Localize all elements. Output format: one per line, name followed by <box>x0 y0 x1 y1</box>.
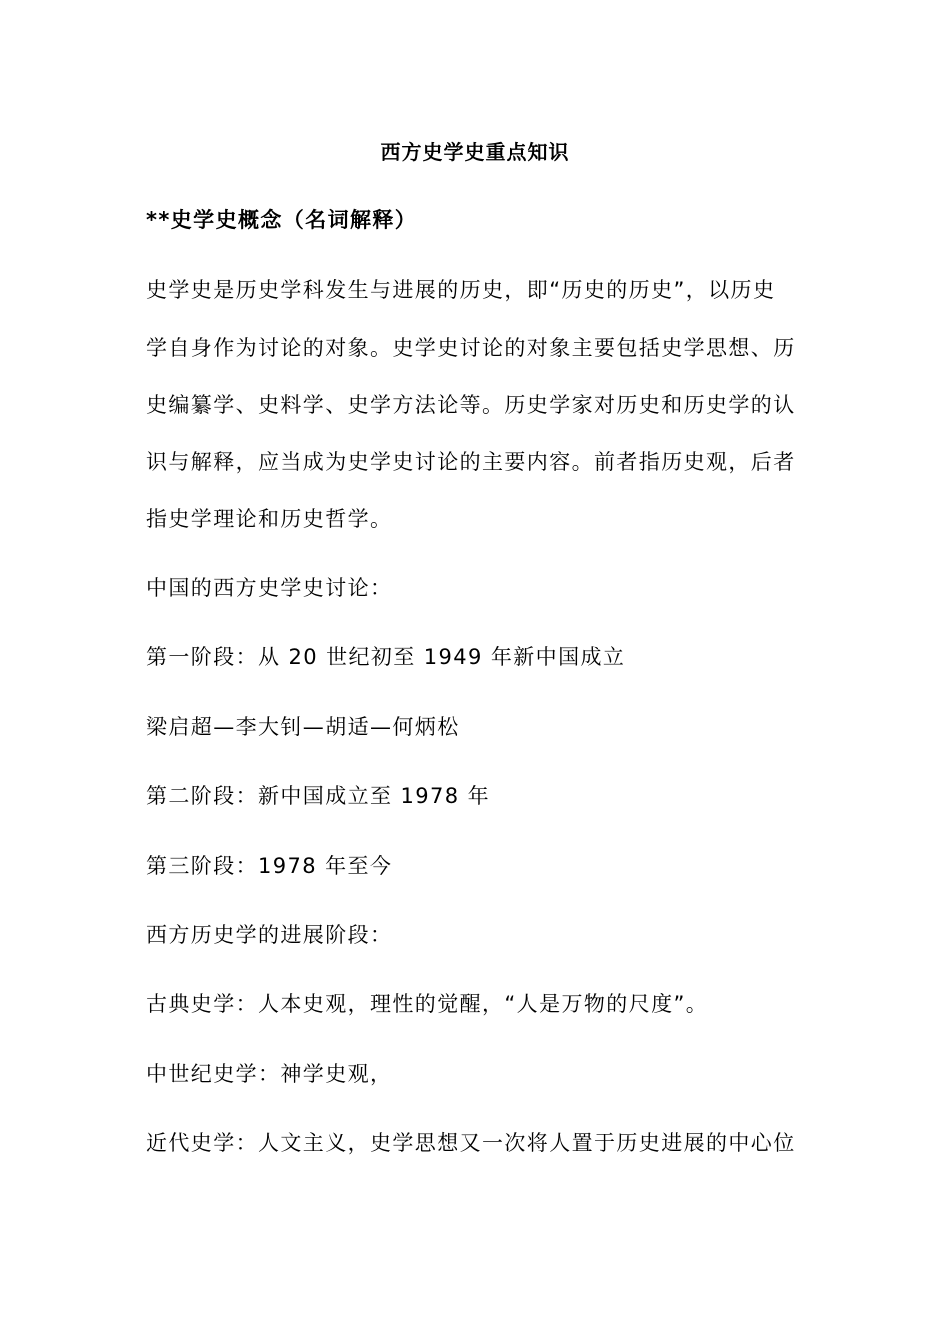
section-heading: **史学史概念（名词解释） <box>146 208 418 232</box>
china-study-heading: 中国的西方史学史讨论： <box>146 576 393 600</box>
paragraph-line: 识与解释，应当成为史学史讨论的主要内容。前者指历史观，后者 <box>146 450 796 474</box>
stage-two-line: 第二阶段：新中国成立至 1978 年 <box>146 784 490 808</box>
scholars-line: 梁启超—李大钊—胡适—何炳松 <box>146 715 460 739</box>
paragraph-line: 史学史是历史学科发生与进展的历史，即“历史的历史”，以历史 <box>146 278 776 302</box>
stage-one-line: 第一阶段：从 20 世纪初至 1949 年新中国成立 <box>146 645 626 669</box>
document-title: 西方史学史重点知识 <box>380 140 570 164</box>
medieval-line: 中世纪史学：神学史观， <box>146 1062 393 1086</box>
stage-three-line: 第三阶段：1978 年至今 <box>146 854 393 878</box>
western-stages-heading: 西方历史学的进展阶段： <box>146 923 393 947</box>
paragraph-line: 指史学理论和历史哲学。 <box>146 507 393 531</box>
modern-line: 近代史学：人文主义，史学思想又一次将人置于历史进展的中心位 <box>146 1131 796 1155</box>
classical-line: 古典史学：人本史观，理性的觉醒，“人是万物的尺度”。 <box>146 992 709 1016</box>
paragraph-line: 学自身作为讨论的对象。史学史讨论的对象主要包括史学思想、历 <box>146 336 796 360</box>
paragraph-line: 史编纂学、史料学、史学方法论等。历史学家对历史和历史学的认 <box>146 393 796 417</box>
